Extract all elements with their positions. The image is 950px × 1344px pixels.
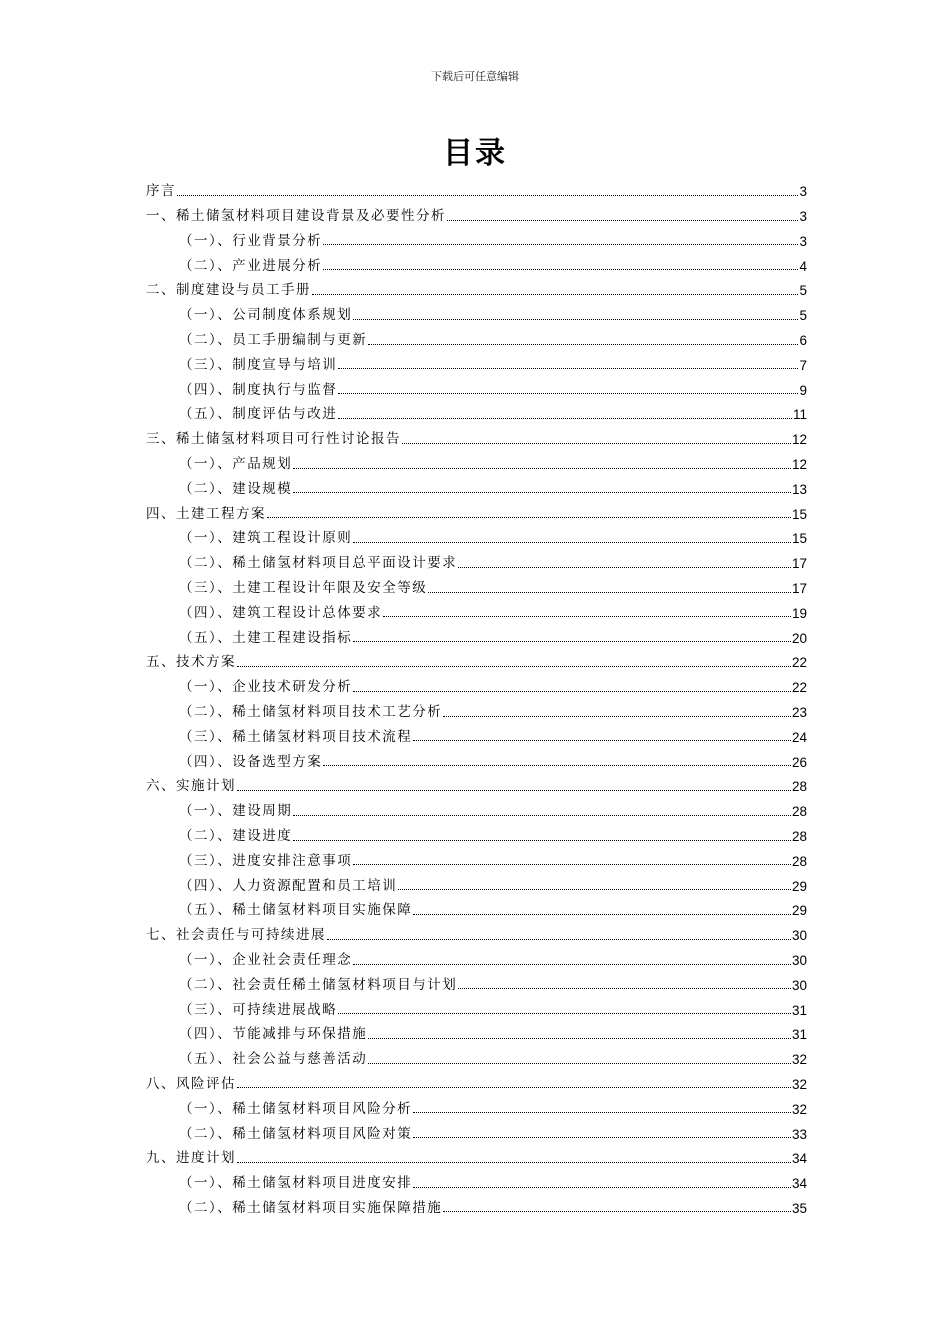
- toc-page-number: 31: [791, 1027, 807, 1043]
- toc-subentry[interactable]: [146, 521, 807, 546]
- toc-entry[interactable]: [146, 273, 807, 298]
- toc-leader-dots: [443, 1210, 791, 1212]
- toc-page-number: 3: [799, 209, 807, 225]
- toc-entry-text: （四）、节能减排与环保措施: [179, 1026, 368, 1043]
- toc-entry-text: （二）、建设规模: [179, 480, 293, 497]
- toc-entry-text: 三、稀土储氢材料项目可行性讨论报告: [146, 431, 401, 448]
- toc-entry-text: （二）、稀土储氢材料项目实施保障措施: [179, 1199, 443, 1216]
- toc-page-number: 15: [791, 531, 807, 547]
- toc-subentry[interactable]: [146, 1091, 807, 1116]
- toc-entry-text: （二）、产业进展分析: [179, 257, 323, 274]
- toc-leader-dots: [338, 417, 792, 419]
- toc-leader-dots: [353, 318, 798, 320]
- toc-entry[interactable]: [146, 422, 807, 447]
- toc-page-number: 28: [791, 829, 807, 845]
- toc-leader-dots: [293, 814, 791, 816]
- toc-entry[interactable]: [146, 918, 807, 943]
- toc-page-number: 34: [791, 1176, 807, 1192]
- toc-page-number: 19: [791, 605, 807, 621]
- toc-leader-dots: [237, 789, 791, 791]
- toc-leader-dots: [447, 219, 798, 221]
- toc-leader-dots: [458, 987, 791, 989]
- header-note: 下载后可任意编辑: [431, 70, 519, 83]
- toc-subentry[interactable]: [146, 720, 807, 745]
- toc-subentry[interactable]: [146, 744, 807, 769]
- toc-subentry[interactable]: [146, 348, 807, 373]
- toc-page-number: 33: [791, 1126, 807, 1142]
- toc-leader-dots: [398, 888, 791, 890]
- toc-subentry[interactable]: [146, 943, 807, 968]
- toc-entry-text: 二、制度建设与员工手册: [146, 282, 311, 299]
- toc-entry-text: （一）、建筑工程设计原则: [179, 530, 353, 547]
- toc-leader-dots: [312, 293, 798, 295]
- toc-page-number: 11: [792, 407, 807, 423]
- toc-page-number: 17: [791, 556, 807, 572]
- toc-leader-dots: [338, 367, 798, 369]
- toc-entry-text: （四）、建筑工程设计总体要求: [179, 604, 383, 621]
- toc-page-number: 31: [791, 1002, 807, 1018]
- toc-subentry[interactable]: [146, 868, 807, 893]
- toc-leader-dots: [353, 640, 791, 642]
- toc-leader-dots: [368, 343, 798, 345]
- toc-leader-dots: [323, 243, 798, 245]
- toc-leader-dots: [237, 1161, 791, 1163]
- toc-entry-text: （五）、制度评估与改进: [179, 406, 338, 423]
- toc-page-number: 30: [791, 928, 807, 944]
- toc-entry-text: （一）、企业社会责任理念: [179, 952, 353, 968]
- toc-subentry[interactable]: [146, 819, 807, 844]
- toc-entry-text: （一）、建设周期: [179, 803, 293, 820]
- toc-entry-text: （一）、稀土储氢材料项目进度安排: [179, 1175, 413, 1192]
- toc-leader-dots: [237, 1086, 791, 1088]
- toc-page-number: 6: [799, 333, 807, 349]
- toc-leader-dots: [353, 963, 791, 965]
- toc-leader-dots: [413, 1136, 791, 1138]
- toc-leader-dots: [353, 690, 791, 692]
- toc-page-number: 29: [791, 903, 807, 919]
- toc-page-number: 4: [799, 258, 807, 274]
- toc-page-number: 22: [791, 655, 807, 671]
- toc-subentry[interactable]: [146, 248, 807, 273]
- toc-page-number: 20: [791, 630, 807, 646]
- toc-entry-text: （二）、稀土储氢材料项目总平面设计要求: [179, 555, 458, 572]
- toc-entry-text: （四）、设备选型方案: [179, 753, 323, 770]
- toc-leader-dots: [368, 1062, 791, 1064]
- toc-entry-text: 六、实施计划: [146, 778, 236, 795]
- toc-subentry[interactable]: [146, 472, 807, 497]
- toc-page-number: 12: [791, 432, 807, 448]
- toc-subentry[interactable]: [146, 1116, 807, 1141]
- toc-leader-dots: [338, 1012, 791, 1014]
- toc-page-number: 30: [791, 977, 807, 993]
- toc-leader-dots: [353, 863, 791, 865]
- toc-leader-dots: [402, 442, 791, 444]
- toc-page-number: 13: [791, 481, 807, 497]
- toc-leader-dots: [323, 268, 798, 270]
- toc-leader-dots: [293, 839, 791, 841]
- toc-entry-text: 八、风险评估: [146, 1075, 236, 1092]
- toc-subentry[interactable]: [146, 397, 807, 422]
- toc-page-number: 32: [791, 1076, 807, 1092]
- toc-leader-dots: [327, 938, 791, 940]
- toc-entry-text: （三）、进度安排注意事项: [179, 852, 353, 869]
- toc-title: 目录: [443, 136, 507, 171]
- toc-entry-text: （一）、产品规划: [179, 456, 293, 473]
- toc-page-number: 26: [791, 754, 807, 770]
- toc-leader-dots: [413, 913, 791, 915]
- toc-subentry[interactable]: [146, 1042, 807, 1067]
- toc-page-number: 15: [791, 506, 807, 522]
- toc-subentry[interactable]: [146, 620, 807, 645]
- toc-entry-text: 七、社会责任与可持续进展: [146, 927, 326, 944]
- toc-leader-dots: [293, 467, 791, 469]
- toc-leader-dots: [383, 615, 791, 617]
- toc-subentry[interactable]: [146, 447, 807, 472]
- toc-subentry[interactable]: [146, 844, 807, 869]
- toc-leader-dots: [353, 541, 791, 543]
- toc-entry-text: （二）、稀土储氢材料项目风险对策: [179, 1125, 413, 1142]
- toc-subentry[interactable]: [146, 1166, 807, 1191]
- toc-entry-text: （一）、行业背景分析: [179, 232, 323, 249]
- toc-page-number: 28: [791, 853, 807, 869]
- toc-leader-dots: [338, 392, 798, 394]
- toc-leader-dots: [237, 665, 791, 667]
- toc-entry-text: （五）、稀土储氢材料项目实施保障: [179, 902, 413, 919]
- toc-subentry[interactable]: [146, 323, 807, 348]
- toc-page-number: 24: [791, 729, 807, 745]
- toc-subentry[interactable]: [146, 298, 807, 323]
- toc-entry[interactable]: [146, 1141, 807, 1166]
- toc-entry-text: （四）、制度执行与监督: [179, 381, 338, 398]
- toc-subentry[interactable]: [146, 992, 807, 1017]
- toc-subentry[interactable]: [146, 224, 807, 249]
- toc-entry-text: （三）、稀土储氢材料项目技术流程: [179, 728, 413, 745]
- toc-leader-dots: [293, 491, 791, 493]
- toc-page-number: 32: [791, 1101, 807, 1117]
- toc-page-number: 23: [791, 705, 807, 721]
- toc-entry-text: （一）、企业技术研发分析: [179, 679, 353, 696]
- toc-entry[interactable]: [146, 645, 807, 670]
- toc-entry-text: （一）、稀土储氢材料项目风险分析: [179, 1100, 413, 1117]
- toc-entry-text: 五、技术方案: [146, 654, 236, 671]
- toc-entry[interactable]: [146, 199, 807, 224]
- toc-page-number: 5: [799, 308, 807, 324]
- toc-subentry[interactable]: [146, 596, 807, 621]
- toc-page-number: 17: [791, 581, 807, 597]
- toc-page-number: 30: [791, 953, 807, 968]
- toc-page-number: 3: [799, 233, 807, 249]
- toc-entry-text: （三）、土建工程设计年限及安全等级: [179, 580, 428, 597]
- toc-page-number: 12: [791, 457, 807, 473]
- toc-entry-text: （五）、土建工程建设指标: [179, 629, 353, 646]
- toc-page-number: 28: [791, 779, 807, 795]
- toc-leader-dots: [177, 194, 798, 196]
- toc-page-number: 29: [791, 878, 807, 894]
- toc-entry-text: （二）、社会责任稀土储氢材料项目与计划: [179, 976, 458, 993]
- toc-entry-text: （五）、社会公益与慈善活动: [179, 1051, 368, 1068]
- toc-page-number: 28: [791, 804, 807, 820]
- toc-entry-text: 一、稀土储氢材料项目建设背景及必要性分析: [146, 208, 446, 225]
- toc-entry[interactable]: [146, 496, 807, 521]
- toc-entry-text: （一）、公司制度体系规划: [179, 307, 353, 324]
- toc-leader-dots: [267, 516, 791, 518]
- toc-leader-dots: [443, 715, 791, 717]
- toc-page-number: 34: [791, 1151, 807, 1167]
- table-of-contents: [146, 174, 807, 1215]
- toc-subentry[interactable]: [146, 546, 807, 571]
- toc-entry-text: （二）、稀土储氢材料项目技术工艺分析: [179, 704, 443, 721]
- toc-entry-text: （三）、制度宣导与培训: [179, 356, 338, 373]
- toc-leader-dots: [458, 566, 791, 568]
- toc-entry[interactable]: [146, 769, 807, 794]
- toc-page-number: 9: [799, 382, 807, 398]
- toc-entry-text: （二）、建设进度: [179, 828, 293, 845]
- toc-entry-text: 序言: [146, 183, 176, 200]
- toc-page-number: 32: [791, 1052, 807, 1068]
- toc-subentry[interactable]: [146, 695, 807, 720]
- toc-entry[interactable]: [146, 1067, 807, 1092]
- toc-leader-dots: [323, 764, 791, 766]
- toc-leader-dots: [368, 1037, 791, 1039]
- toc-leader-dots: [413, 739, 791, 741]
- toc-subentry[interactable]: [146, 571, 807, 596]
- toc-subentry[interactable]: [146, 893, 807, 918]
- toc-page-number: 22: [791, 680, 807, 696]
- toc-subentry[interactable]: [146, 670, 807, 695]
- toc-entry[interactable]: [146, 174, 807, 199]
- toc-page-number: 3: [799, 184, 807, 200]
- toc-subentry[interactable]: [146, 1017, 807, 1042]
- toc-subentry[interactable]: [146, 968, 807, 993]
- toc-entry-text: 四、土建工程方案: [146, 505, 266, 522]
- toc-entry-text: （四）、人力资源配置和员工培训: [179, 877, 398, 894]
- toc-page-number: 35: [791, 1200, 807, 1216]
- toc-entry-text: （二）、员工手册编制与更新: [179, 332, 368, 349]
- toc-subentry[interactable]: [146, 372, 807, 397]
- toc-leader-dots: [428, 591, 791, 593]
- toc-entry-text: （三）、可持续进展战略: [179, 1001, 338, 1018]
- toc-leader-dots: [413, 1186, 791, 1188]
- toc-leader-dots: [413, 1111, 791, 1113]
- toc-subentry[interactable]: [146, 794, 807, 819]
- toc-subentry[interactable]: [146, 1191, 807, 1216]
- toc-page-number: 7: [799, 357, 807, 373]
- toc-entry-text: 九、进度计划: [146, 1150, 236, 1167]
- toc-page-number: 5: [799, 283, 807, 299]
